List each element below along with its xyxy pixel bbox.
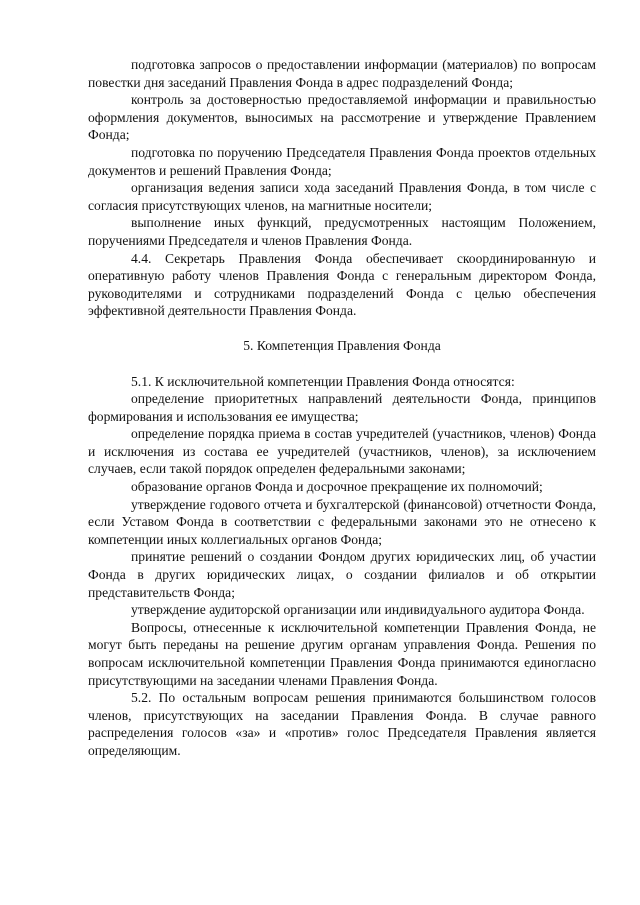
paragraph: принятие решений о создании Фондом других юридических лиц, об участии Фонда в других юридических лицах, о создании филиалов и об открытии представительств Фонда; bbox=[88, 549, 596, 600]
paragraph: определение приоритетных направлений деятельности Фонда, принципов формирования и использования ее имущества; bbox=[88, 391, 596, 424]
document-page bbox=[88, 56, 596, 760]
paragraph: 5.2. По остальным вопросам решения принимаются большинством голосов членов, присутствующих на заседании Правления Фонда. В случае равного распределения голосов «за» и «против» голос Председателя Правления является определяющим. bbox=[88, 690, 596, 758]
paragraph: 4.4. Секретарь Правления Фонда обеспечивает скоординированную и оперативную работу членов Правления Фонда с генеральным директором Фонда, руководителями и сотрудниками подразделений Фонда с целью обеспечения эффективной деятельности Правления Фонда. bbox=[88, 250, 596, 319]
paragraph: образование органов Фонда и досрочное прекращение их полномочий; bbox=[131, 479, 543, 495]
paragraph: организация ведения записи хода заседаний Правления Фонда, в том числе с согласия присутствующих членов, на магнитные носители; bbox=[88, 180, 596, 213]
paragraph: контроль за достоверностью предоставляемой информации и правильностью оформления документов, выносимых на рассмотрение и утверждение Правлением Фонда; bbox=[88, 92, 596, 143]
section-heading: 5. Компетенция Правления Фонда bbox=[243, 337, 441, 353]
paragraph: Вопросы, отнесенные к исключительной компетенции Правления Фонда, не могут быть переданы на решение другим органам управления Фонда. Решения по вопросам исключительной компетенции Правления Фонда принимаются единогласно присутствующими на заседании членами Правления Фонда. bbox=[88, 619, 596, 688]
paragraph: утверждение годового отчета и бухгалтерской (финансовой) отчетности Фонда, если Уставом Фонда в соответствии с федеральными законами это не отнесено к компетенции иных коллегиальных органов Фонда; bbox=[88, 496, 596, 547]
paragraph: подготовка по поручению Председателя Правления Фонда проектов отдельных документов и решений Правления Фонда; bbox=[88, 144, 596, 178]
paragraph: утверждение аудиторской организации или индивидуального аудитора Фонда. bbox=[131, 602, 585, 618]
paragraph: определение порядка приема в состав учредителей (участников, членов) Фонда и исключения из состава ее учредителей (участников, членов), за исключением случаев, если такой порядок определен федеральными законами; bbox=[88, 426, 596, 477]
paragraph: подготовка запросов о предоставлении информации (материалов) по вопросам повестки дня заседаний Правления Фонда в адрес подразделений Фонда; bbox=[88, 57, 596, 90]
paragraph: выполнение иных функций, предусмотренных настоящим Положением, поручениями Председателя и членов Правления Фонда. bbox=[88, 215, 596, 248]
paragraph: 5.1. К исключительной компетенции Правления Фонда относятся: bbox=[131, 373, 515, 389]
